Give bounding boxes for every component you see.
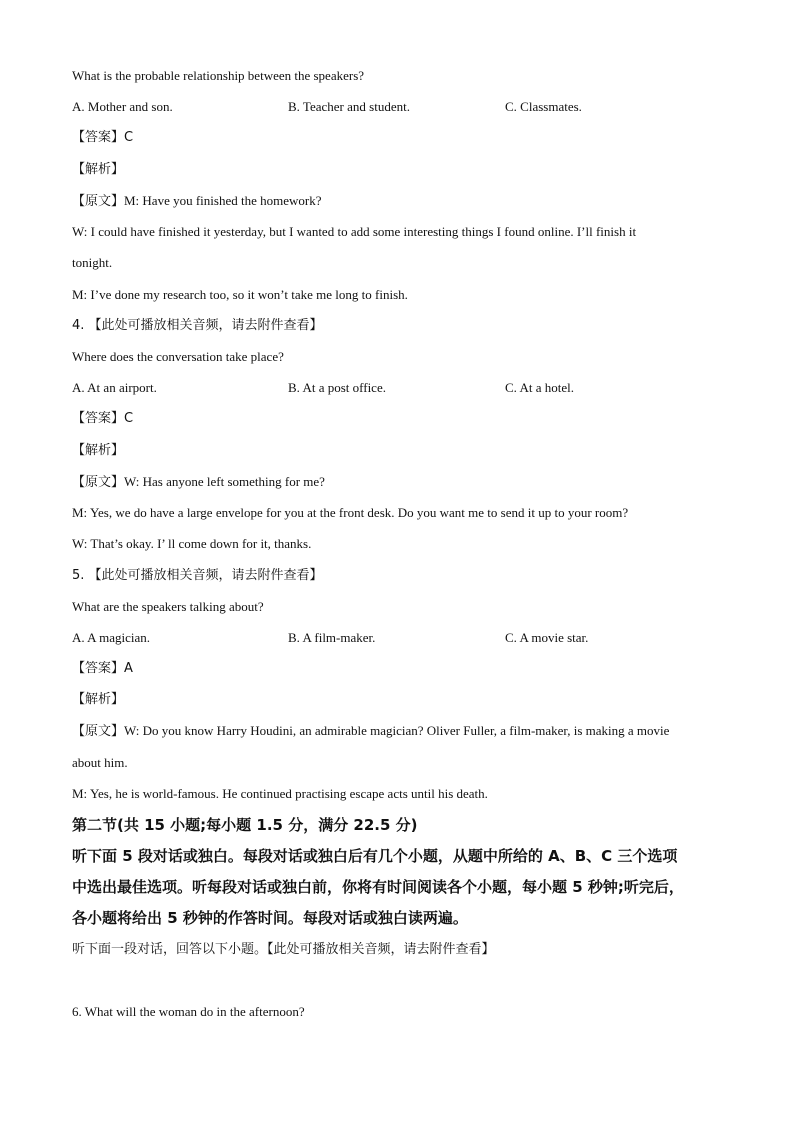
- section2-prompt: 听下面一段对话，回答以下小题。【此处可播放相关音频，请去附件查看】: [72, 942, 495, 957]
- q4-analysis-label: 【解析】: [72, 443, 125, 458]
- q5-option-c: C. A movie star.: [505, 630, 589, 645]
- q5-transcript-line: 【原文】W: Do you know Harry Houdini, an admirable magician? Oliver Fuller, a film-maker, is making a movie: [72, 723, 670, 738]
- q3-transcript-line: M: I’ve done my research too, so it won’t take me long to finish.: [72, 287, 408, 302]
- q3-question: What is the probable relationship between the speakers?: [72, 68, 365, 83]
- q3-transcript-line: W: I could have finished it yesterday, but I wanted to add some interesting things I found online. I’ll finish it: [72, 224, 637, 239]
- q5-answer: 【答案】A: [72, 661, 133, 676]
- q5-heading: 5. 【此处可播放相关音频，请去附件查看】: [72, 568, 323, 583]
- q3-option-a: A. Mother and son.: [72, 99, 173, 114]
- q5-question: What are the speakers talking about?: [72, 599, 264, 614]
- q5-option-b: B. A film-maker.: [288, 630, 376, 645]
- q4-option-c: C. At a hotel.: [505, 380, 574, 395]
- q4-transcript-line: 【原文】W: Has anyone left something for me?: [72, 474, 325, 489]
- section2-title: 第二节(共 15 小题;每小题 1.5 分，满分 22.5 分): [72, 816, 418, 834]
- section2-instructions-line: 中选出最佳选项。听每段对话或独白前，你将有时间阅读各个小题，每小题 5 秒钟;听完后，: [72, 878, 684, 896]
- section2-instructions-line: 各小题将给出 5 秒钟的作答时间。每段对话或独白读两遍。: [72, 909, 468, 927]
- q5-analysis-label: 【解析】: [72, 692, 125, 707]
- q4-option-a: A. At an airport.: [72, 380, 157, 395]
- q4-option-b: B. At a post office.: [288, 380, 386, 395]
- q3-transcript-line: tonight.: [72, 255, 113, 270]
- q4-heading: 4. 【此处可播放相关音频，请去附件查看】: [72, 318, 323, 333]
- q3-option-b: B. Teacher and student.: [288, 99, 410, 114]
- q4-transcript-line: W: That’s okay. I’ ll come down for it, thanks.: [72, 536, 312, 551]
- q5-transcript-line: M: Yes, he is world-famous. He continued practising escape acts until his death.: [72, 786, 488, 801]
- q3-option-c: C. Classmates.: [505, 99, 582, 114]
- q5-transcript-line: about him.: [72, 755, 128, 770]
- q4-answer: 【答案】C: [72, 411, 134, 426]
- q5-option-a: A. A magician.: [72, 630, 150, 645]
- q4-transcript-line: M: Yes, we do have a large envelope for you at the front desk. Do you want me to send it up to your room?: [72, 505, 629, 520]
- q3-transcript-line: 【原文】M: Have you finished the homework?: [72, 193, 322, 208]
- q3-answer: 【答案】C: [72, 130, 134, 145]
- q6-question: 6. What will the woman do in the afternoon?: [72, 1004, 305, 1019]
- q3-analysis-label: 【解析】: [72, 162, 125, 177]
- section2-instructions-line: 听下面 5 段对话或独白。每段对话或独白后有几个小题，从题中所给的 A、B、C 三个选项: [72, 847, 678, 865]
- q4-question: Where does the conversation take place?: [72, 349, 284, 364]
